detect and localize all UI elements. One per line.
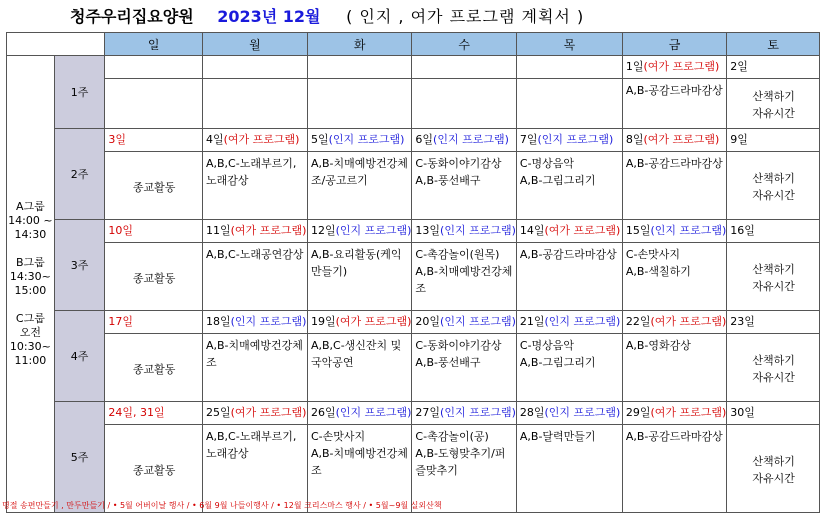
- date-cell: [516, 129, 622, 152]
- group-schedule-line: A그룹: [16, 200, 45, 213]
- program-type: (인지 프로그램): [335, 224, 412, 237]
- activity-cell: 산책하기 자유시간: [727, 152, 820, 220]
- date-cell: [307, 220, 411, 243]
- date-cell: [727, 220, 820, 243]
- activity-row: [7, 243, 820, 311]
- group-schedule-line: 14:30: [14, 228, 47, 241]
- program-type: (인지 프로그램): [440, 224, 516, 237]
- activity-cell: C-동화이야기감상 A,B-풍선배구: [412, 152, 516, 220]
- date-cell: [622, 56, 726, 79]
- program-type: (인지 프로그램): [544, 315, 621, 328]
- program-type: (인지 프로그램): [433, 133, 509, 146]
- program-type: (인지 프로그램): [440, 406, 516, 419]
- group-schedule-line: 15:00: [14, 284, 47, 297]
- date-number: 14일: [519, 224, 545, 237]
- activity-cell: A,B-요리활동(케익만들기): [307, 243, 411, 311]
- activity-cell: 종교활동: [105, 243, 203, 311]
- activity-row: [7, 334, 820, 402]
- date-cell: [622, 220, 726, 243]
- date-cell: [727, 129, 820, 152]
- date-row: [7, 56, 820, 79]
- activity-cell: C-촉감놀이(공) A,B-도형맞추기/퍼즐맞추기: [412, 425, 516, 513]
- group-schedule-line: [7, 298, 54, 312]
- activity-cell: C-동화이야기감상 A,B-풍선배구: [412, 334, 516, 402]
- date-cell: [516, 56, 622, 79]
- week-label: 4주: [54, 311, 105, 402]
- date-number: 15일: [625, 224, 651, 237]
- date-number: 20일: [415, 315, 441, 328]
- day-header: 수: [412, 33, 516, 56]
- date-row: [7, 402, 820, 425]
- date-number: 2일: [730, 60, 748, 73]
- activity-cell: 산책하기 자유시간: [727, 334, 820, 402]
- program-type: (여가 프로그램): [650, 315, 727, 328]
- day-header: 토: [727, 33, 820, 56]
- program-type: (여가 프로그램): [230, 406, 307, 419]
- date-cell: [516, 402, 622, 425]
- group-schedule-line: B그룹: [15, 256, 45, 269]
- date-cell: [412, 402, 516, 425]
- activity-cell: A,B-영화감상: [622, 334, 726, 402]
- date-number: 22일: [625, 315, 651, 328]
- group-schedule-line: 10:30~: [9, 340, 51, 353]
- date-row: [7, 311, 820, 334]
- group-schedule-line: C그룹: [15, 312, 45, 325]
- date-number: 21일: [519, 315, 545, 328]
- activity-cell: 산책하기 자유시간: [727, 243, 820, 311]
- program-type: (여가 프로그램): [223, 133, 300, 146]
- date-cell: [412, 129, 516, 152]
- activity-cell: A,B-치매예방건강체조/공고르기: [307, 152, 411, 220]
- activity-cell: C-명상음악 A,B-그림그리기: [516, 334, 622, 402]
- date-number: 25일: [205, 406, 231, 419]
- activity-cell: [412, 79, 516, 129]
- header-row: [7, 33, 820, 56]
- date-row: [7, 220, 820, 243]
- activity-cell: 종교활동: [105, 334, 203, 402]
- activity-cell: A,B-공감드라마감상: [516, 243, 622, 311]
- date-cell: [202, 311, 307, 334]
- activity-cell: A,B,C-노래공연감상: [202, 243, 307, 311]
- date-number: 3일: [108, 133, 126, 146]
- date-cell: [622, 311, 726, 334]
- group-schedule-line: [7, 242, 54, 256]
- date-number: 19일: [310, 315, 336, 328]
- activity-cell: [516, 79, 622, 129]
- date-number: 10일: [108, 224, 133, 237]
- group-schedule-line: 오전: [19, 326, 42, 339]
- program-type: (인지 프로그램): [440, 315, 516, 328]
- activity-cell: A,B,C-노래부르기,노래감상: [202, 152, 307, 220]
- date-cell: [307, 402, 411, 425]
- activity-cell: A,B-공감드라마감상: [622, 425, 726, 513]
- date-cell: [105, 220, 203, 243]
- date-cell: [202, 129, 307, 152]
- date-number: 26일: [310, 406, 336, 419]
- page-title: [70, 4, 584, 30]
- week-label: 5주: [54, 402, 105, 513]
- date-number: 8일: [625, 133, 644, 146]
- activity-cell: A,B-공감드라마감상: [622, 152, 726, 220]
- date-cell: [412, 56, 516, 79]
- program-type: (여가 프로그램): [230, 224, 307, 237]
- plan-subtitle: ( 인지 , 여가 프로그램 계획서 ): [346, 7, 585, 26]
- program-type: (여가 프로그램): [650, 406, 727, 419]
- activity-cell: 종교활동: [105, 425, 203, 513]
- date-cell: [105, 402, 203, 425]
- date-number: 30일: [730, 406, 755, 419]
- date-cell: [202, 402, 307, 425]
- date-cell: [307, 129, 411, 152]
- program-type: (여가 프로그램): [643, 133, 720, 146]
- week-label: 2주: [54, 129, 105, 220]
- activity-cell: A,B,C-노래부르기,노래감상: [202, 425, 307, 513]
- date-number: 29일: [625, 406, 651, 419]
- date-number: 16일: [730, 224, 755, 237]
- date-number: 6일: [415, 133, 434, 146]
- day-header: 목: [516, 33, 622, 56]
- activity-cell: A,B-치매예방건강체조: [202, 334, 307, 402]
- activity-cell: 산책하기 자유시간: [727, 79, 820, 129]
- activity-row: [7, 79, 820, 129]
- date-cell: [105, 311, 203, 334]
- date-number: 1일: [625, 60, 644, 73]
- activity-cell: A,B-공감드라마감상: [622, 79, 726, 129]
- activity-cell: 산책하기 자유시간: [727, 425, 820, 513]
- date-cell: [516, 311, 622, 334]
- activity-cell: 종교활동: [105, 152, 203, 220]
- date-cell: [622, 129, 726, 152]
- date-number: 5일: [310, 133, 329, 146]
- date-number: 17일: [108, 315, 133, 328]
- date-number: 12일: [310, 224, 336, 237]
- date-number: 28일: [519, 406, 545, 419]
- activity-cell: [202, 79, 307, 129]
- date-cell: [727, 402, 820, 425]
- date-number: 27일: [415, 406, 441, 419]
- day-header: 일: [105, 33, 203, 56]
- activity-cell: C-촉감놀이(원목) A,B-치매예방건강체조: [412, 243, 516, 311]
- date-cell: [105, 129, 203, 152]
- footer-note: 명절 송편만들기 , 만두만들기 / • 5월 어버이날 행사 / • 6월 9월 나들이행사 / • 12월 크리스마스 행사 / • 5월~9월 실외산책: [2, 501, 442, 510]
- date-cell: [412, 311, 516, 334]
- group-schedule: [7, 56, 55, 513]
- activity-cell: C-손맛사지 A,B-색칠하기: [622, 243, 726, 311]
- program-type: (인지 프로그램): [230, 315, 307, 328]
- date-cell: [307, 311, 411, 334]
- activity-cell: A,B,C-생신잔치 및 국악공연: [307, 334, 411, 402]
- activity-cell: C-명상음악 A,B-그림그리기: [516, 152, 622, 220]
- week-label: 1주: [54, 56, 105, 129]
- program-type: (여가 프로그램): [335, 315, 412, 328]
- program-type: (인지 프로그램): [544, 406, 621, 419]
- date-cell: [202, 220, 307, 243]
- day-header: 월: [202, 33, 307, 56]
- program-type: (여가 프로그램): [643, 60, 720, 73]
- program-type: (여가 프로그램): [544, 224, 621, 237]
- group-schedule-line: 14:30~: [9, 270, 51, 283]
- date-cell: [622, 402, 726, 425]
- calendar-table: [6, 32, 820, 513]
- date-number: 11일: [205, 224, 231, 237]
- activity-cell: A,B-달력만들기: [516, 425, 622, 513]
- date-number: 4일: [205, 133, 224, 146]
- activity-cell: [307, 79, 411, 129]
- day-header: 금: [622, 33, 726, 56]
- program-type: (인지 프로그램): [328, 133, 405, 146]
- date-cell: [307, 56, 411, 79]
- date-number: 18일: [205, 315, 231, 328]
- date-number: 7일: [519, 133, 538, 146]
- activity-row: [7, 152, 820, 220]
- group-schedule-line: 14:00 ~: [8, 214, 53, 227]
- group-schedule-line: 11:00: [14, 354, 47, 367]
- date-cell: [105, 56, 203, 79]
- date-cell: [202, 56, 307, 79]
- org-name: 청주우리집요양원: [70, 7, 194, 26]
- date-number: 23일: [730, 315, 755, 328]
- week-label: 3주: [54, 220, 105, 311]
- date-cell: [727, 311, 820, 334]
- program-type: (인지 프로그램): [335, 406, 412, 419]
- date-number: 9일: [730, 133, 748, 146]
- activity-cell: C-손맛사지 A,B-치매예방건강체조: [307, 425, 411, 513]
- activity-cell: [105, 79, 203, 129]
- date-number: 24일, 31일: [108, 406, 165, 419]
- date-cell: [516, 220, 622, 243]
- year-month: 2023년 12월: [217, 7, 321, 26]
- date-cell: [727, 56, 820, 79]
- date-number: 13일: [415, 224, 441, 237]
- program-type: (인지 프로그램): [537, 133, 614, 146]
- date-cell: [412, 220, 516, 243]
- program-type: (인지 프로그램): [650, 224, 727, 237]
- corner-cell: [7, 33, 105, 56]
- day-header: 화: [307, 33, 411, 56]
- date-row: [7, 129, 820, 152]
